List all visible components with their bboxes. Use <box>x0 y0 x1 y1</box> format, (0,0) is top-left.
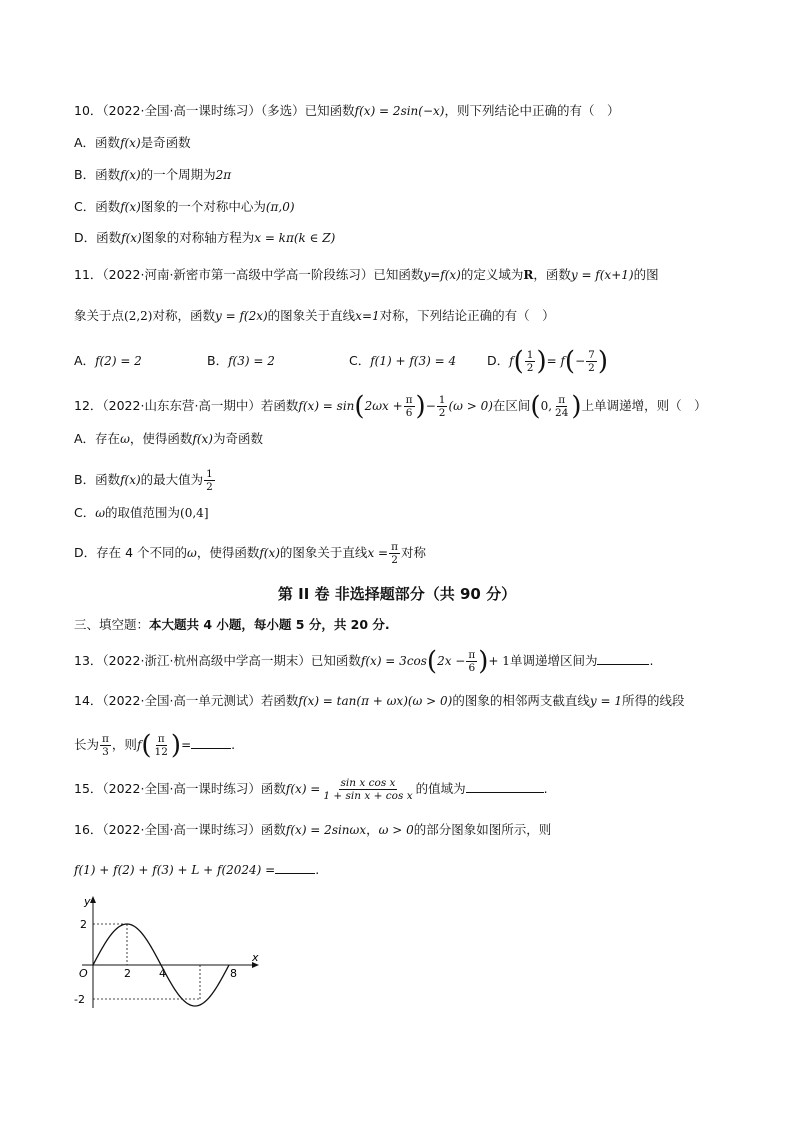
sine-graph <box>66 893 266 1013</box>
q15-answer-blank[interactable] <box>466 780 544 793</box>
q10-option-d: D．函数f(x)图象的对称轴方程为x = kπ(k ∈ Z) <box>74 230 336 245</box>
q12-option-a: A．存在ω，使得函数f(x)为奇函数 <box>74 431 263 446</box>
q14-answer-blank[interactable] <box>191 736 231 749</box>
q12-option-b: B．函数f(x)的最大值为 $\frac{1}{2}$ <box>74 468 213 493</box>
q13: 13．（2022·浙江·杭州高级中学高一期末）已知函数f(x) = 3cos(2x − $\frac{\pi}{6}$ )+ 1单调递增区间为 . <box>74 646 654 677</box>
q11-option-a: A．f(2) = 2 <box>74 353 142 368</box>
q14-line1: 14．（2022·全国·高一单元测试）若函数f(x) = tan(π + ωx)(ω > 0)的图象的相邻两支截直线y = 1所得的线段 <box>74 693 685 708</box>
y-axis-arrow <box>90 896 96 903</box>
x-tick-2: 2 <box>124 967 131 980</box>
q12-option-d: D．存在 4 个不同的ω，使得函数f(x)的图象关于直线x = $\frac{\pi}{2}$ 对称 <box>74 541 426 566</box>
q14-line2: 长为 $\frac{\pi}{3}$ ，则f( $\frac{\pi}{12}$ )= . <box>74 730 236 761</box>
q10-option-b: B．函数f(x)的一个周期为2π <box>74 167 232 182</box>
q16-line1: 16．（2022·全国·高一课时练习）函数f(x) = 2sinωx，ω > 0的部分图象如图所示，则 <box>74 822 552 837</box>
x-axis-label: x <box>252 951 259 964</box>
y-tick-top: 2 <box>80 918 87 931</box>
q15: 15．（2022·全国·高一课时练习）函数f(x) = $\frac{\text{sin x cos x}}{\text{1 + sin x + cos x}}$ 的值域为 . <box>74 777 548 802</box>
q11-options <box>74 346 608 377</box>
q10-option-a: A．函数f(x)是奇函数 <box>74 135 191 150</box>
q10-stem: 10．（2022·全国·高一课时练习）（多选）已知函数f(x) = 2sin(−x)，则下列结论中正确的有（ ） <box>74 103 620 118</box>
q16-answer-blank[interactable] <box>275 861 315 874</box>
x-tick-4: 4 <box>159 967 166 980</box>
q11-stem-line1: 11．（2022·河南·新密市第一高级中学高一阶段练习）已知函数y=f(x)的定义域为R，函数y = f(x+1)的图 <box>74 267 659 282</box>
q11-option-b: B．f(3) = 2 <box>207 353 275 368</box>
origin-label: O <box>79 967 88 980</box>
y-tick-bottom: -2 <box>74 993 85 1006</box>
q11-option-c: C．f(1) + f(3) = 4 <box>349 353 457 368</box>
q12-option-c: C．ω的取值范围为(0,4] <box>74 505 209 520</box>
q12-stem: 12．（2022·山东东营·高一期中）若函数f(x) = sin(2ωx + $\frac{\pi}{6}$ )− $\frac{1}{2}$ (ω > 0)在区间(0, $\frac{\pi}{24}$ )上单调递增，则（ ） <box>74 391 707 422</box>
q16-line2: f(1) + f(2) + f(3) + L + f(2024) = . <box>74 862 320 877</box>
q13-answer-blank[interactable] <box>597 652 649 665</box>
x-tick-8: 8 <box>230 967 237 980</box>
part3-heading: 三、填空题：本大题共 4 小题，每小题 5 分，共 20 分. <box>74 617 390 632</box>
q10-option-c: C．函数f(x)图象的一个对称中心为(π,0) <box>74 199 295 214</box>
section-title: 第 II 卷 非选择题部分（共 90 分） <box>277 585 517 603</box>
y-axis-label: y <box>84 895 91 908</box>
q11-option-d: D．f( $\frac{1}{2}$ )= f(− $\frac{7}{2}$ ) <box>487 346 608 377</box>
q11-stem-line2: 象关于点(2,2)对称，函数y = f(2x)的图象关于直线x=1对称，下列结论正确的有（ ） <box>74 308 555 323</box>
